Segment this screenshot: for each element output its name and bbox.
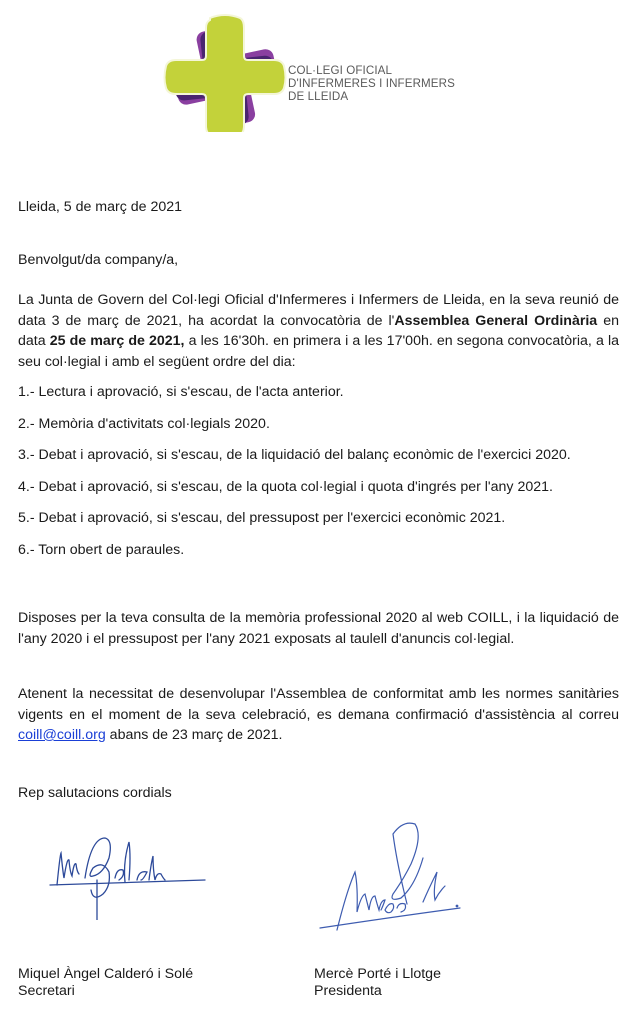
agenda-item: 1.- Lectura i aprovació, si s'escau, de l'acta anterior. <box>18 384 344 400</box>
documents-paragraph: Disposes per la teva consulta de la memòria professional 2020 al web COILL, i la liquidació de l'any 2020 i el pressupost per l'any 2021 exposats al taulell d'anuncis col·legial. <box>18 610 619 647</box>
assembly-name: Assemblea General Ordinària <box>394 312 598 329</box>
president-signature-icon <box>315 818 505 938</box>
agenda-item: 3.- Debat i aprovació, si s'escau, de la liquidació del balanç econòmic de l'exercici 2020. <box>18 447 571 463</box>
agenda-item: 5.- Debat i aprovació, si s'escau, del pressupost per l'exercici econòmic 2021. <box>18 510 506 526</box>
intro-text-1: La Junta de Govern del Col·legi Oficial d'Infermeres i Infermers de Lleida, en la seva reunió de data 3 de març de 2021, ha acordat la convocatòria de l' <box>18 292 619 329</box>
signatory-president <box>314 966 441 1000</box>
college-logo-icon <box>162 14 288 132</box>
agenda-item: 6.- Torn obert de paraules. <box>18 541 185 558</box>
agenda-item: 4.- Debat i aprovació, si s'escau, de la quota col·legial i quota d'ingrés per l'any 2021. <box>18 478 553 495</box>
signatory-role: Secretari <box>18 983 75 999</box>
secretary-signature-icon <box>45 830 215 920</box>
closing: Rep salutacions cordials <box>18 785 172 801</box>
greeting: Benvolgut/da company/a, <box>18 252 179 268</box>
attendance-deadline: abans de 23 març de 2021. <box>105 727 283 743</box>
intro-paragraph <box>18 290 619 372</box>
letter-date: Lleida, 5 de març de 2021 <box>18 199 183 215</box>
signatory-secretary <box>18 966 193 1000</box>
email-link[interactable]: coill@coill.org <box>18 727 106 743</box>
agenda-list <box>18 382 628 571</box>
org-name-line-1: COL·LEGI OFICIAL <box>288 64 393 77</box>
organization-name <box>288 64 455 103</box>
attendance-paragraph <box>18 684 619 746</box>
org-name-line-2: D'INFERMERES I INFERMERS <box>288 77 455 90</box>
intro-text-3: a les 16'30h. en primera i a les 17'00h. en segona convocatòria, a la seu col·legial i amb el següent ordre del dia: <box>18 333 619 370</box>
signatory-name: Mercè Porté i Llotge <box>314 966 441 982</box>
org-name-line-3: DE LLEIDA <box>288 90 349 103</box>
signatory-role: Presidenta <box>314 983 382 999</box>
assembly-date: 25 de març de 2021, <box>49 333 185 349</box>
attendance-text: Atenent la necessitat de desenvolupar l'Assemblea de conformitat amb les normes sanitàries vigents en el moment de la seva celebració, es demana confirmació d'assistència al correu <box>18 686 619 723</box>
signatory-name: Miquel Àngel Calderó i Solé <box>18 966 194 982</box>
agenda-item: 2.- Memòria d'activitats col·legials 2020. <box>18 415 270 432</box>
intro-text-2: en data <box>18 312 619 349</box>
